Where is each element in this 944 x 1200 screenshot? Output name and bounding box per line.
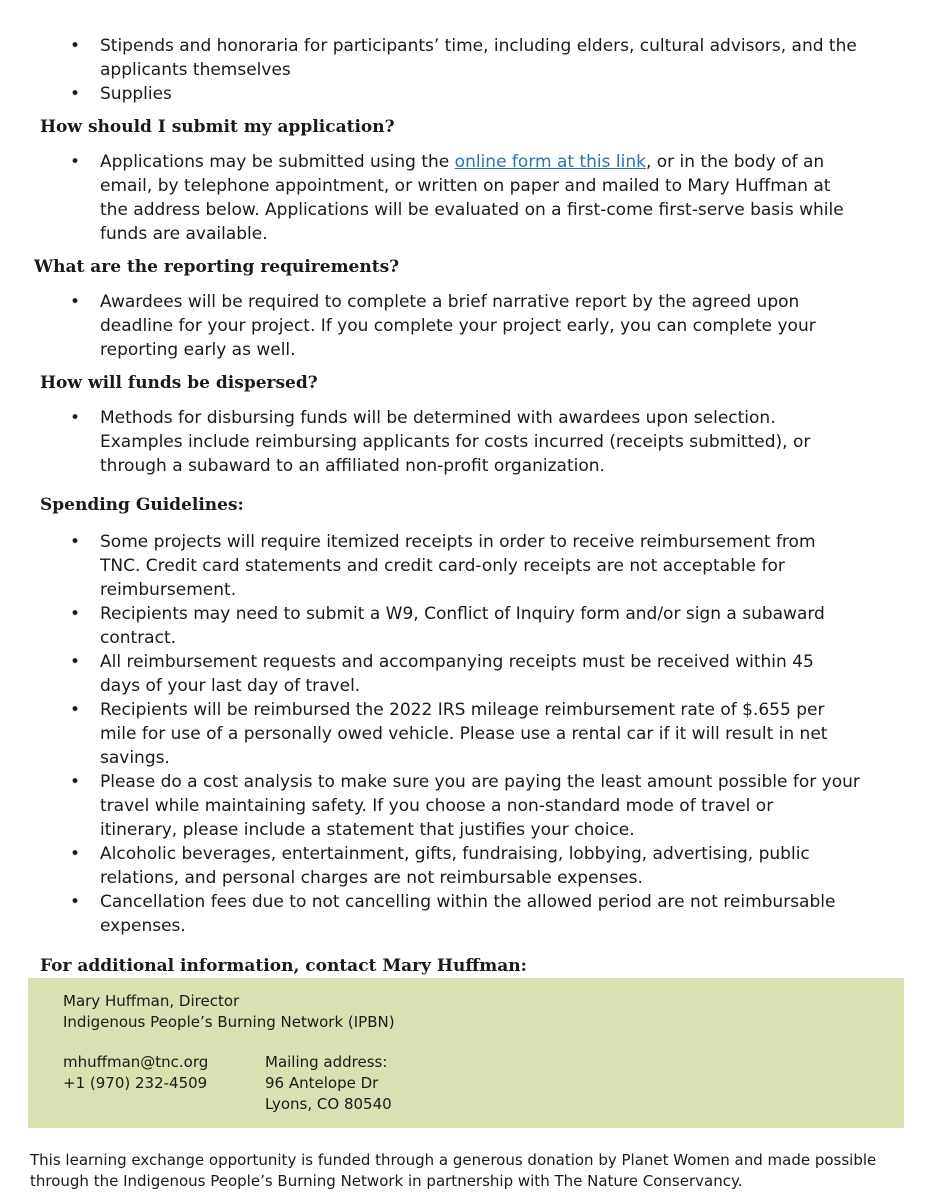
list-item: • All reimbursement requests and accompanying receipts must be received within 45 days of your last day of travel. [70, 652, 814, 696]
list-item: • Recipients may need to submit a W9, Conflict of Inquiry form and/or sign a subaward contract. [70, 604, 825, 648]
bullet-icon: • [70, 532, 81, 552]
bullet-icon: • [70, 652, 81, 672]
spending-list [70, 530, 930, 938]
list-item: • Cancellation fees due to not cancelling within the allowed period are not reimbursable expenses. [70, 892, 836, 936]
list-item: • Supplies [70, 84, 172, 104]
funds-heading: How will funds be dispersed? [40, 373, 318, 393]
submit-heading: How should I submit my application? [40, 117, 395, 137]
contact-box [28, 978, 904, 1128]
list-item: • Stipends and honoraria for participants’ time, including elders, cultural advisors, and the applicants themselves [70, 36, 857, 80]
bullet-icon: • [70, 152, 81, 172]
mailing-address-label: Mailing address: [265, 1053, 388, 1071]
contact-heading: For additional information, contact Mary Huffman: [40, 956, 527, 976]
mailing-street: 96 Antelope Dr [265, 1074, 379, 1092]
intro-list [70, 34, 930, 106]
bullet-icon: • [70, 292, 81, 312]
contact-email[interactable]: mhuffman@tnc.org [63, 1053, 209, 1071]
list-item: • Alcoholic beverages, entertainment, gifts, fundraising, lobbying, advertising, public relations, and personal charges are not reimbursable expenses. [70, 844, 810, 888]
list-item: • Some projects will require itemized receipts in order to receive reimbursement from TNC. Credit card statements and credit card-only receipts are not acceptable for reimbursement. [70, 532, 816, 600]
submit-text-before: Applications may be submitted using the [100, 152, 455, 172]
mailing-city: Lyons, CO 80540 [265, 1095, 392, 1113]
list-item: • Awardees will be required to complete a brief narrative report by the agreed upon deadline for your project. If you complete your project early, you can complete your reporting early as well. [70, 292, 816, 360]
contact-phone[interactable]: +1 (970) 232-4509 [63, 1074, 208, 1092]
contact-name-title: Mary Huffman, Director [63, 992, 240, 1010]
online-form-link[interactable]: online form at this link [454, 152, 646, 172]
submit-text-after: , or in the body of an email, by telephone appointment, or written on paper and mailed to Mary Huffman at the address below. Applications will be evaluated on a first-come first-serve basis while funds are available. [100, 152, 844, 244]
list-item: • Methods for disbursing funds will be determined with awardees upon selection. Examples include reimbursing applicants for costs incurred (receipts submitted), or through a subaward to an affiliated non-profit organization. [70, 408, 811, 476]
bullet-icon: • [70, 408, 81, 428]
bullet-icon: • [70, 36, 81, 56]
funding-note: This learning exchange opportunity is funded through a generous donation by Planet Women and made possible through the Indigenous People’s Burning Network in partnership with The Nature Conservancy. [30, 1151, 877, 1190]
spending-heading: Spending Guidelines: [40, 495, 244, 515]
reporting-heading: What are the reporting requirements? [34, 257, 400, 277]
submit-list [70, 150, 930, 246]
list-item [70, 150, 930, 246]
list-item: • Please do a cost analysis to make sure you are paying the least amount possible for your travel while maintaining safety. If you choose a non-standard mode of travel or itinerary, please include a statement that justifies your choice. [70, 772, 860, 840]
bullet-icon: • [70, 772, 81, 792]
bullet-icon: • [70, 84, 81, 104]
bullet-icon: • [70, 844, 81, 864]
bullet-icon: • [70, 700, 81, 720]
bullet-icon: • [70, 604, 81, 624]
contact-org: Indigenous People’s Burning Network (IPBN) [63, 1013, 395, 1031]
bullet-icon: • [70, 892, 81, 912]
funds-list [70, 406, 930, 478]
reporting-list [70, 290, 930, 362]
list-item: • Recipients will be reimbursed the 2022 IRS mileage reimbursement rate of $.655 per mile for use of a personally owed vehicle. Please use a rental car if it will result in net savings. [70, 700, 828, 768]
